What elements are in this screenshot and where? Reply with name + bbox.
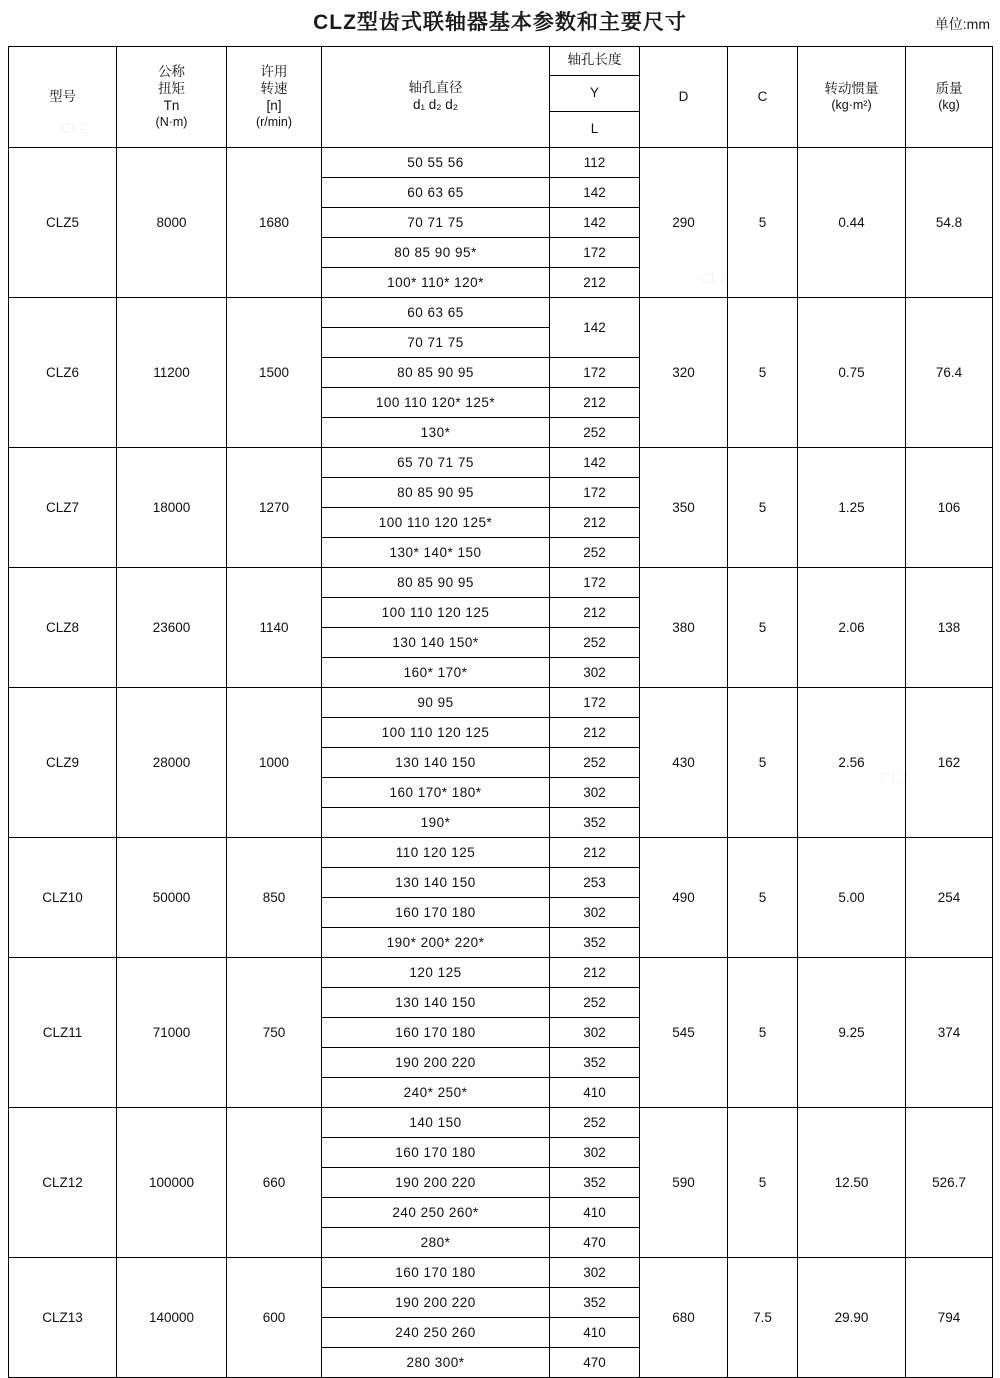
cell-model: CLZ5 xyxy=(9,148,117,298)
header-bore-length-y: Y xyxy=(550,75,640,111)
cell-bore-diameter: 160 170 180 xyxy=(322,1258,550,1288)
cell-d: 320 xyxy=(640,298,728,448)
table-row xyxy=(9,1258,993,1288)
cell-mass: 374 xyxy=(906,958,993,1108)
cell-bore-length: 410 xyxy=(550,1078,640,1108)
cell-bore-diameter: 100 110 120 125 xyxy=(322,598,550,628)
cell-bore-diameter: 240* 250* xyxy=(322,1078,550,1108)
cell-speed: 1680 xyxy=(227,148,322,298)
header-mass-line1: 质量 xyxy=(935,80,963,96)
cell-d: 290 xyxy=(640,148,728,298)
cell-mass: 794 xyxy=(906,1258,993,1378)
cell-model: CLZ9 xyxy=(9,688,117,838)
cell-d: 380 xyxy=(640,568,728,688)
cell-inertia: 2.06 xyxy=(798,568,906,688)
cell-inertia: 0.75 xyxy=(798,298,906,448)
cell-bore-diameter: 280* xyxy=(322,1228,550,1258)
header-mass xyxy=(906,47,993,148)
cell-bore-diameter: 130 140 150 xyxy=(322,748,550,778)
cell-bore-length: 142 xyxy=(550,178,640,208)
cell-c: 5 xyxy=(728,958,798,1108)
cell-d: 680 xyxy=(640,1258,728,1378)
header-inertia xyxy=(798,47,906,148)
header-bore-length: 轴孔长度 xyxy=(550,47,640,76)
cell-speed: 750 xyxy=(227,958,322,1108)
table-row xyxy=(9,448,993,478)
cell-c: 7.5 xyxy=(728,1258,798,1378)
cell-inertia: 0.44 xyxy=(798,148,906,298)
cell-bore-diameter: 240 250 260* xyxy=(322,1198,550,1228)
table-row xyxy=(9,688,993,718)
cell-bore-diameter: 130 140 150 xyxy=(322,988,550,1018)
cell-bore-length: 212 xyxy=(550,958,640,988)
cell-torque: 18000 xyxy=(117,448,227,568)
cell-bore-diameter: 60 63 65 xyxy=(322,298,550,328)
header-mass-unit: (kg) xyxy=(938,97,960,112)
cell-bore-length: 352 xyxy=(550,928,640,958)
cell-bore-length: 302 xyxy=(550,778,640,808)
table-row xyxy=(9,1108,993,1138)
cell-torque: 100000 xyxy=(117,1108,227,1258)
header-inertia-line1: 转动惯量 xyxy=(824,80,879,96)
table-row xyxy=(9,148,993,178)
cell-bore-length: 142 xyxy=(550,298,640,358)
cell-bore-length: 302 xyxy=(550,898,640,928)
cell-bore-length: 302 xyxy=(550,658,640,688)
cell-bore-length: 352 xyxy=(550,808,640,838)
unit-note: 单位:mm xyxy=(934,16,990,32)
header-speed-unit: (r/min) xyxy=(255,114,293,129)
header-speed-line1: 许用 xyxy=(260,63,288,79)
cell-model: CLZ13 xyxy=(9,1258,117,1378)
cell-torque: 50000 xyxy=(117,838,227,958)
cell-speed: 1000 xyxy=(227,688,322,838)
cell-bore-diameter: 160 170 180 xyxy=(322,898,550,928)
cell-bore-length: 142 xyxy=(550,448,640,478)
cell-bore-diameter: 160* 170* xyxy=(322,658,550,688)
cell-bore-length: 352 xyxy=(550,1048,640,1078)
cell-bore-diameter: 80 85 90 95 xyxy=(322,568,550,598)
cell-inertia: 29.90 xyxy=(798,1258,906,1378)
cell-d: 430 xyxy=(640,688,728,838)
cell-bore-length: 252 xyxy=(550,1108,640,1138)
cell-bore-length: 352 xyxy=(550,1168,640,1198)
cell-c: 5 xyxy=(728,568,798,688)
cell-bore-length: 172 xyxy=(550,688,640,718)
header-torque-line2: 扭矩 xyxy=(158,80,185,96)
cell-bore-length: 470 xyxy=(550,1228,640,1258)
cell-bore-length: 252 xyxy=(550,538,640,568)
cell-mass: 54.8 xyxy=(906,148,993,298)
cell-bore-diameter: 100 110 120 125* xyxy=(322,508,550,538)
cell-d: 590 xyxy=(640,1108,728,1258)
cell-bore-diameter: 130 140 150 xyxy=(322,868,550,898)
cell-bore-diameter: 130* xyxy=(322,418,550,448)
cell-bore-length: 212 xyxy=(550,268,640,298)
cell-c: 5 xyxy=(728,148,798,298)
cell-mass: 162 xyxy=(906,688,993,838)
cell-speed: 1140 xyxy=(227,568,322,688)
cell-d: 490 xyxy=(640,838,728,958)
cell-bore-length: 252 xyxy=(550,748,640,778)
table-header-row xyxy=(9,47,993,76)
cell-bore-length: 410 xyxy=(550,1318,640,1348)
cell-bore-diameter: 70 71 75 xyxy=(322,208,550,238)
page-title: CLZ型齿式联轴器基本参数和主要尺寸 xyxy=(313,11,687,34)
table-row xyxy=(9,298,993,328)
header-speed xyxy=(227,47,322,148)
cell-torque: 28000 xyxy=(117,688,227,838)
cell-bore-length: 172 xyxy=(550,478,640,508)
cell-model: CLZ11 xyxy=(9,958,117,1108)
cell-c: 5 xyxy=(728,1108,798,1258)
cell-bore-length: 212 xyxy=(550,838,640,868)
header-model: 型号 xyxy=(9,47,117,148)
cell-model: CLZ8 xyxy=(9,568,117,688)
cell-bore-diameter: 60 63 65 xyxy=(322,178,550,208)
cell-c: 5 xyxy=(728,688,798,838)
cell-bore-length: 252 xyxy=(550,418,640,448)
cell-bore-diameter: 100* 110* 120* xyxy=(322,268,550,298)
cell-speed: 1270 xyxy=(227,448,322,568)
cell-bore-length: 142 xyxy=(550,208,640,238)
cell-model: CLZ7 xyxy=(9,448,117,568)
cell-model: CLZ10 xyxy=(9,838,117,958)
header-bore-diameter-line1: 轴孔直径 xyxy=(408,80,463,96)
cell-bore-length: 352 xyxy=(550,1288,640,1318)
cell-bore-diameter: 130* 140* 150 xyxy=(322,538,550,568)
cell-inertia: 2.56 xyxy=(798,688,906,838)
cell-d: 350 xyxy=(640,448,728,568)
cell-speed: 850 xyxy=(227,838,322,958)
cell-bore-length: 410 xyxy=(550,1198,640,1228)
cell-bore-diameter: 160 170 180 xyxy=(322,1138,550,1168)
cell-bore-length: 302 xyxy=(550,1018,640,1048)
cell-inertia: 9.25 xyxy=(798,958,906,1108)
header-bore-length-l: L xyxy=(550,111,640,147)
cell-bore-diameter: 65 70 71 75 xyxy=(322,448,550,478)
table-row xyxy=(9,838,993,868)
cell-mass: 76.4 xyxy=(906,298,993,448)
cell-bore-diameter: 160 170* 180* xyxy=(322,778,550,808)
cell-mass: 138 xyxy=(906,568,993,688)
cell-bore-diameter: 240 250 260 xyxy=(322,1318,550,1348)
cell-c: 5 xyxy=(728,448,798,568)
cell-mass: 526.7 xyxy=(906,1108,993,1258)
cell-bore-diameter: 100 110 120* 125* xyxy=(322,388,550,418)
header-inertia-unit: (kg·m²) xyxy=(831,97,872,112)
cell-bore-diameter: 190 200 220 xyxy=(322,1168,550,1198)
header-speed-line3: [n] xyxy=(266,97,282,113)
specifications-table xyxy=(8,46,993,1378)
cell-bore-diameter: 190* xyxy=(322,808,550,838)
cell-inertia: 12.50 xyxy=(798,1108,906,1258)
cell-bore-diameter: 100 110 120 125 xyxy=(322,718,550,748)
cell-torque: 11200 xyxy=(117,298,227,448)
cell-bore-diameter: 120 125 xyxy=(322,958,550,988)
header-torque-line3: Tn xyxy=(163,97,180,113)
cell-inertia: 5.00 xyxy=(798,838,906,958)
cell-bore-diameter: 130 140 150* xyxy=(322,628,550,658)
cell-bore-length: 252 xyxy=(550,988,640,1018)
header-torque xyxy=(117,47,227,148)
cell-speed: 1500 xyxy=(227,298,322,448)
header-torque-unit: (N·m) xyxy=(155,114,188,129)
cell-bore-diameter: 80 85 90 95* xyxy=(322,238,550,268)
header-torque-line1: 公称 xyxy=(158,63,185,79)
cell-c: 5 xyxy=(728,838,798,958)
cell-speed: 660 xyxy=(227,1108,322,1258)
header-speed-line2: 转速 xyxy=(260,80,288,96)
cell-bore-diameter: 90 95 xyxy=(322,688,550,718)
cell-torque: 140000 xyxy=(117,1258,227,1378)
cell-bore-diameter: 190* 200* 220* xyxy=(322,928,550,958)
cell-bore-diameter: 280 300* xyxy=(322,1348,550,1378)
cell-torque: 71000 xyxy=(117,958,227,1108)
header-c: C xyxy=(728,47,798,148)
cell-speed: 600 xyxy=(227,1258,322,1378)
cell-bore-length: 172 xyxy=(550,238,640,268)
cell-bore-length: 112 xyxy=(550,148,640,178)
cell-bore-diameter: 80 85 90 95 xyxy=(322,478,550,508)
cell-c: 5 xyxy=(728,298,798,448)
cell-bore-length: 253 xyxy=(550,868,640,898)
cell-bore-length: 212 xyxy=(550,718,640,748)
cell-bore-diameter: 190 200 220 xyxy=(322,1288,550,1318)
cell-bore-diameter: 110 120 125 xyxy=(322,838,550,868)
cell-bore-length: 212 xyxy=(550,508,640,538)
cell-bore-length: 470 xyxy=(550,1348,640,1378)
cell-d: 545 xyxy=(640,958,728,1108)
cell-bore-diameter: 160 170 180 xyxy=(322,1018,550,1048)
cell-bore-diameter: 70 71 75 xyxy=(322,328,550,358)
cell-bore-length: 302 xyxy=(550,1138,640,1168)
cell-torque: 8000 xyxy=(117,148,227,298)
cell-bore-length: 252 xyxy=(550,628,640,658)
table-row xyxy=(9,568,993,598)
cell-model: CLZ12 xyxy=(9,1108,117,1258)
cell-bore-length: 172 xyxy=(550,358,640,388)
cell-inertia: 1.25 xyxy=(798,448,906,568)
table-row xyxy=(9,958,993,988)
cell-torque: 23600 xyxy=(117,568,227,688)
cell-bore-length: 302 xyxy=(550,1258,640,1288)
title-row xyxy=(0,0,1000,46)
cell-mass: 106 xyxy=(906,448,993,568)
header-bore-diameter xyxy=(322,47,550,148)
cell-bore-diameter: 140 150 xyxy=(322,1108,550,1138)
cell-mass: 254 xyxy=(906,838,993,958)
cell-bore-diameter: 190 200 220 xyxy=(322,1048,550,1078)
header-d: D xyxy=(640,47,728,148)
cell-model: CLZ6 xyxy=(9,298,117,448)
cell-bore-diameter: 80 85 90 95 xyxy=(322,358,550,388)
header-bore-diameter-line2: d₁ d₂ d₂ xyxy=(412,97,459,112)
cell-bore-length: 212 xyxy=(550,388,640,418)
cell-bore-length: 172 xyxy=(550,568,640,598)
cell-bore-length: 212 xyxy=(550,598,640,628)
cell-bore-diameter: 50 55 56 xyxy=(322,148,550,178)
